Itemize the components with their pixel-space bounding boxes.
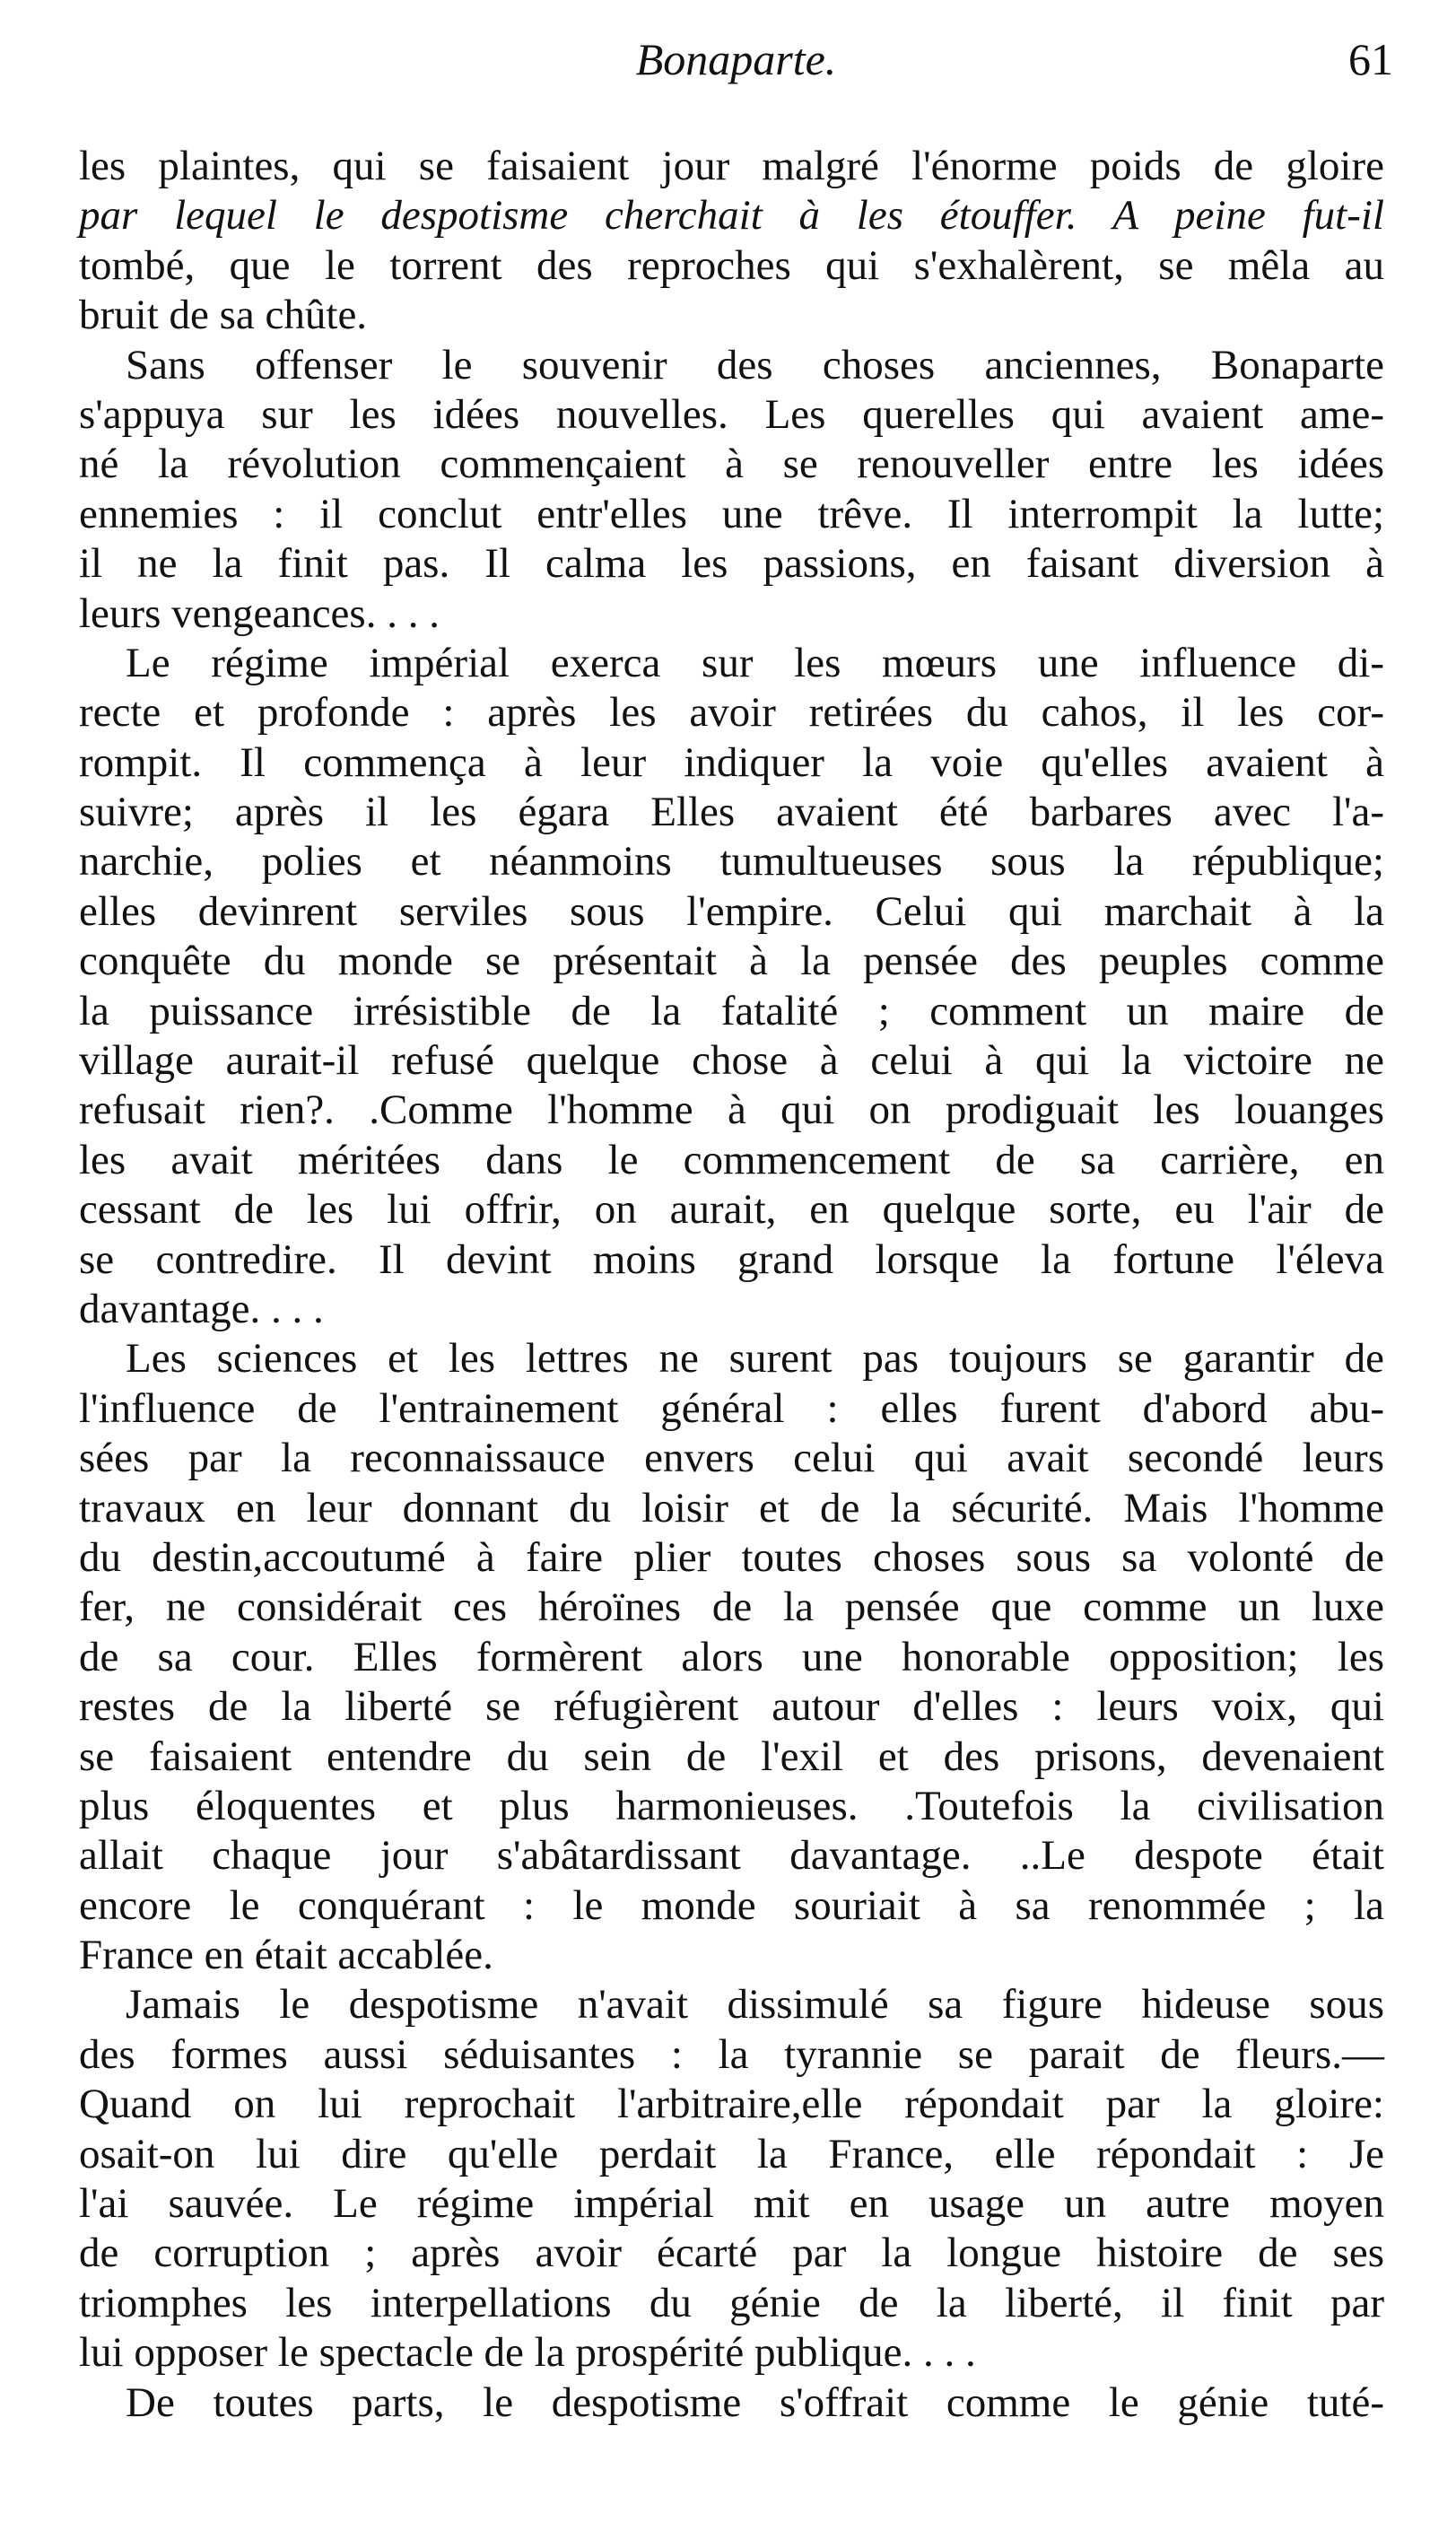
text-line: osait-on lui dire qu'elle perdait la France, elle répondait : Je [79,2130,1384,2177]
text-line: plus éloquentes et plus harmonieuses. .Toutefois la civilisation [79,1782,1384,1829]
text-line: s'appuya sur les idées nouvelles. Les querelles qui avaient ame- [79,390,1384,438]
text-line: narchie, polies et néanmoins tumultueuses sous la république; [79,838,1384,886]
text-line: Le régime impérial exerca sur les mœurs une influence di- [126,639,1384,686]
text-line: travaux en leur donnant du loisir et de la sécurité. Mais l'homme [79,1484,1384,1531]
text-line: triomphes les interpellations du génie de la liberté, il finit par [79,2279,1384,2326]
text-line: né la révolution commençaient à se renouveller entre les idées [79,441,1384,488]
text-line: du destin,accoutumé à faire plier toutes choses sous sa volonté de [79,1533,1384,1581]
running-header [79,32,1393,86]
text-line: village aurait-il refusé quelque chose à celui à qui la victoire ne [79,1037,1384,1085]
text-line: bruit de sa chûte. [79,292,368,339]
text-line: France en était accablée. [79,1932,493,1979]
text-line: de sa cour. Elles formèrent alors une honorable opposition; les [79,1633,1384,1680]
text-line: lui opposer le spectacle de la prospérité publique. . . . [79,2329,976,2377]
text-line: l'ai sauvée. Le régime impérial mit en usage un autre moyen [79,2180,1384,2228]
text-line: les plaintes, qui se faisaient jour malgré l'énorme poids de gloire [79,143,1384,189]
text-line: des formes aussi séduisantes : la tyrannie se parait de fleurs.— [79,2030,1384,2078]
text-line: fer, ne considérait ces héroïnes de la pensée que comme un luxe [79,1584,1384,1631]
body-text [79,142,1384,2428]
text-line: davantage. . . . [79,1285,324,1332]
text-line: par lequel le despotisme cherchait à les étouffer. A peine fut-il [79,192,1384,240]
text-line: conquête du monde se présentait à la pensée des peuples comme [79,938,1384,985]
text-line: rompit. Il commença à leur indiquer la voie qu'elles avaient à [79,738,1384,786]
text-line: encore le conquérant : le monde souriait à sa renommée ; la [79,1881,1384,1929]
text-line: se faisaient entendre du sein de l'exil et des prisons, devenaient [79,1732,1384,1780]
text-line: refusait rien?. .Comme l'homme à qui on prodiguait les louanges [79,1086,1384,1134]
text-line: se contredire. Il devint moins grand lorsque la fortune l'éleva [79,1235,1384,1283]
text-line: ennemies : il conclut entr'elles une trêve. Il interrompit la lutte; [79,490,1384,537]
text-line: cessant de les lui offrir, on aurait, en quelque sorte, eu l'air de [79,1186,1384,1234]
text-line: la puissance irrésistible de la fatalité ; comment un maire de [79,987,1384,1034]
text-line: l'influence de l'entrainement général : elles furent d'abord abu- [79,1384,1384,1432]
page-number: 61 [1348,34,1393,84]
text-line: leurs vengeances. . . . [79,589,440,637]
text-line: restes de la liberté se réfugièrent autour d'elles : leurs voix, qui [79,1683,1384,1731]
text-line: tombé, que le torrent des reproches qui s'exhalèrent, se mêla au [79,241,1384,289]
text-line: Jamais le despotisme n'avait dissimulé sa figure hideuse sous [126,1981,1384,2029]
text-line: De toutes parts, le despotisme s'offrait comme le génie tuté- [126,2378,1384,2426]
text-line: Quand on lui reprochait l'arbitraire,elle répondait par la gloire: [79,2081,1384,2128]
text-line: sées par la reconnaissauce envers celui qui avait secondé leurs [79,1435,1384,1482]
text-line: Les sciences et les lettres ne surent pas toujours se garantir de [126,1335,1384,1383]
text-line: Sans offenser le souvenir des choses anciennes, Bonaparte [126,341,1384,388]
text-line: suivre; après il les égara Elles avaient été barbares avec l'a- [79,789,1384,836]
text-line: allait chaque jour s'abâtardissant davantage. ..Le despote était [79,1832,1384,1880]
running-title: Bonaparte. [635,34,837,84]
text-line: elles devinrent serviles sous l'empire. Celui qui marchait à la [79,887,1384,935]
text-line: les avait méritées dans le commencement de sa carrière, en [79,1136,1384,1183]
text-line: recte et profonde : après les avoir retirées du cahos, il les cor- [79,689,1384,737]
text-line: il ne la finit pas. Il calma les passions, en faisant diversion à [79,540,1384,588]
text-line: de corruption ; après avoir écarté par la longue histoire de ses [79,2230,1384,2277]
